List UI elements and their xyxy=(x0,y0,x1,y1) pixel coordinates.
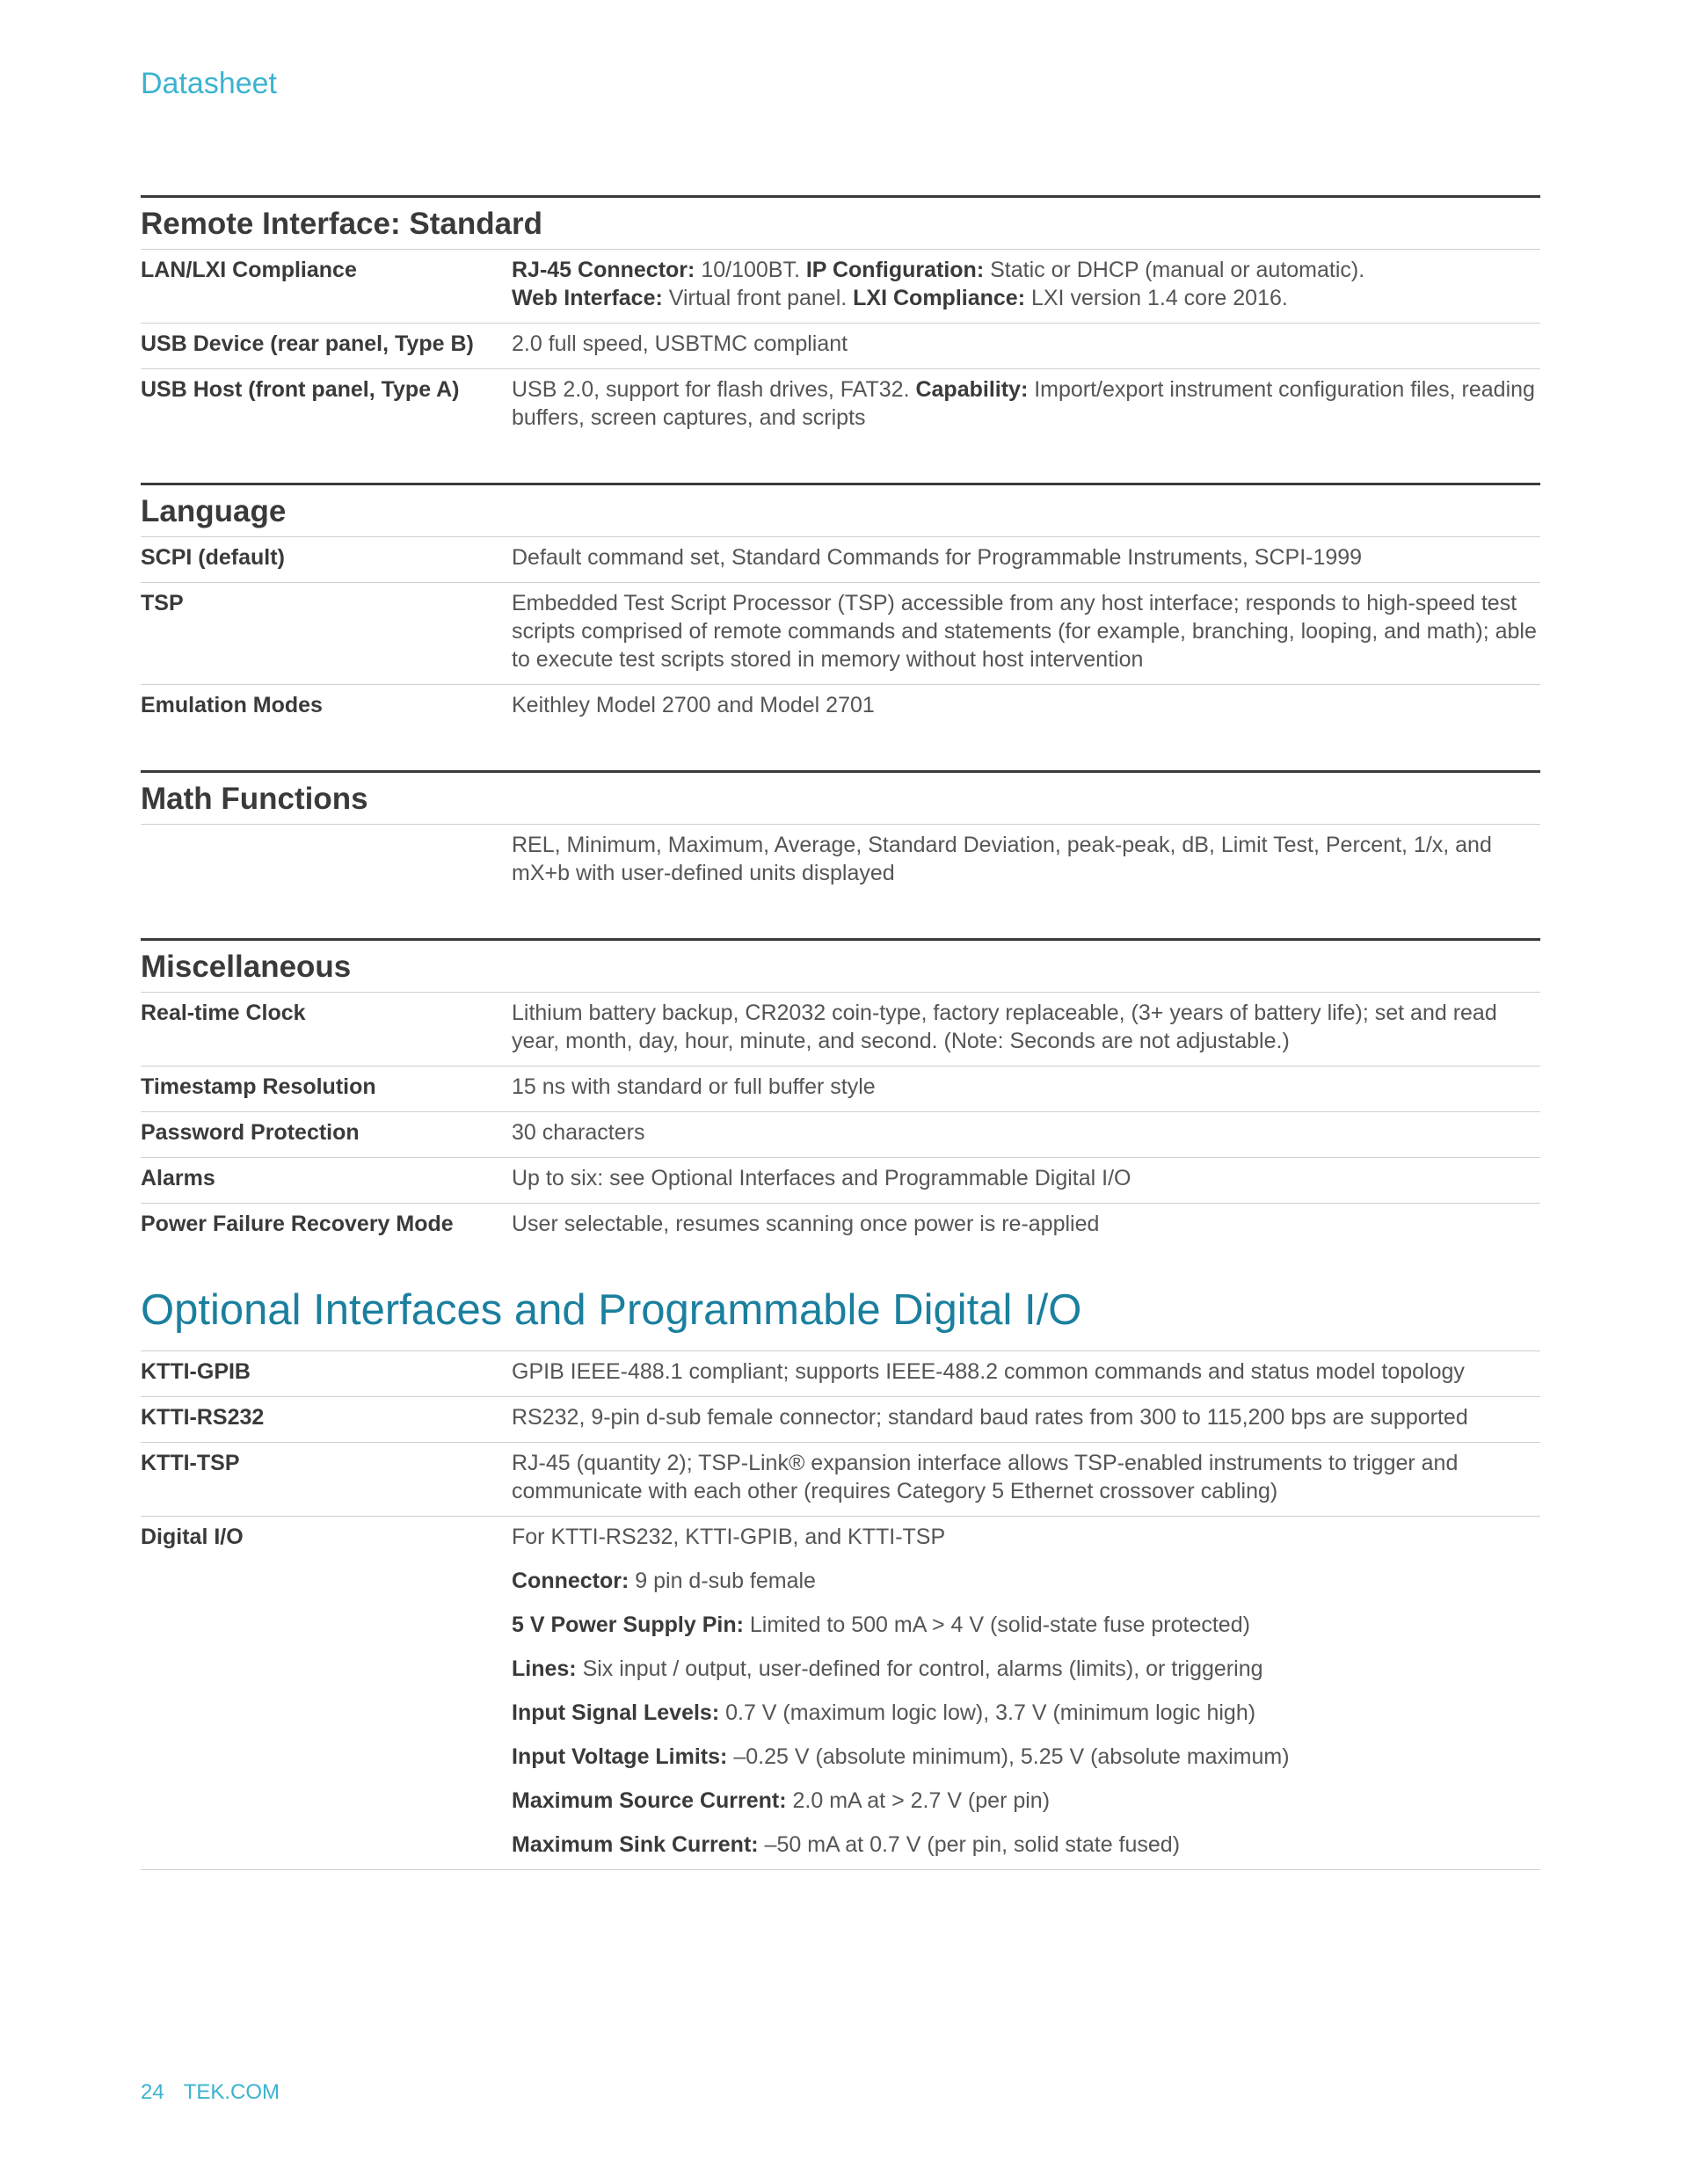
spec-label: USB Host (front panel, Type A) xyxy=(141,377,460,402)
spec-text: 2.0 mA at > 2.7 V (per pin) xyxy=(786,1788,1051,1813)
interface-value-line xyxy=(512,1743,1540,1771)
interface-value-line xyxy=(512,1831,1540,1859)
spec-label: Emulation Modes xyxy=(141,693,323,717)
spec-key: Connector: xyxy=(512,1569,629,1593)
interface-value xyxy=(512,1523,1540,1859)
spec-key: RJ-45 Connector: xyxy=(512,258,695,282)
spec-label: TSP xyxy=(141,591,184,615)
spec-text: For KTTI-RS232, KTTI-GPIB, and KTTI-TSP xyxy=(512,1525,946,1549)
spec-text: Static or DHCP (manual or automatic). xyxy=(984,258,1365,282)
interface-row-ktti-gpib xyxy=(141,1351,1540,1397)
spec-label: Alarms xyxy=(141,1166,215,1190)
spec-text: 2.0 full speed, USBTMC compliant xyxy=(512,331,848,356)
spec-value xyxy=(512,999,1540,1055)
spec-row xyxy=(141,250,1540,324)
spec-text: Virtual front panel. xyxy=(662,286,854,310)
interface-label: Digital I/O xyxy=(141,1525,244,1549)
spec-text: Embedded Test Script Processor (TSP) accessible from any host interface; responds to high-speed test scripts comprised of remote commands and statements (for example, branching, looping, and math); able to execute test scripts stored in memory without host intervention xyxy=(512,591,1537,672)
spec-label: Real-time Clock xyxy=(141,1001,306,1025)
spec-key: Input Signal Levels: xyxy=(512,1700,720,1725)
interface-row-digital-i-o xyxy=(141,1517,1540,1870)
spec-value xyxy=(512,1164,1540,1192)
section-title: Miscellaneous xyxy=(141,941,1540,993)
spec-key: Maximum Sink Current: xyxy=(512,1832,759,1857)
spec-value xyxy=(512,1118,1540,1147)
spec-text: –50 mA at 0.7 V (per pin, solid state fused) xyxy=(758,1832,1181,1857)
spec-label: USB Device (rear panel, Type B) xyxy=(141,331,474,356)
spec-label: LAN/LXI Compliance xyxy=(141,258,357,282)
spec-row xyxy=(141,369,1540,442)
spec-text: GPIB IEEE-488.1 compliant; supports IEEE-488.2 common commands and status model topology xyxy=(512,1359,1465,1384)
spec-key: LXI Compliance: xyxy=(853,286,1026,310)
spec-value xyxy=(512,1073,1540,1101)
interface-label: KTTI-GPIB xyxy=(141,1359,251,1384)
spec-key: Input Voltage Limits: xyxy=(512,1744,728,1769)
spec-sections xyxy=(141,195,1540,1249)
spec-text: 10/100BT. xyxy=(695,258,806,282)
interface-label: KTTI-RS232 xyxy=(141,1405,265,1430)
interface-value xyxy=(512,1358,1540,1386)
spec-text: RS232, 9-pin d-sub female connector; standard baud rates from 300 to 115,200 bps are supported xyxy=(512,1405,1468,1430)
section-language xyxy=(141,483,1540,730)
spec-text: 30 characters xyxy=(512,1120,645,1145)
interface-row-ktti-rs232 xyxy=(141,1397,1540,1443)
interface-label: KTTI-TSP xyxy=(141,1451,240,1475)
interface-value-line xyxy=(512,1655,1540,1683)
spec-row xyxy=(141,1204,1540,1249)
page-number: 24 xyxy=(141,2080,164,2104)
spec-label xyxy=(141,831,512,887)
spec-text: USB 2.0, support for flash drives, FAT32. xyxy=(512,377,916,402)
spec-row xyxy=(141,685,1540,730)
spec-row xyxy=(141,993,1540,1067)
interface-value xyxy=(512,1449,1540,1505)
spec-text: Six input / output, user-defined for control, alarms (limits), or triggering xyxy=(576,1656,1263,1681)
spec-text: Default command set, Standard Commands for Programmable Instruments, SCPI-1999 xyxy=(512,545,1363,570)
spec-key: Lines: xyxy=(512,1656,577,1681)
spec-key: Web Interface: xyxy=(512,286,663,310)
footer-site-link[interactable]: TEK.COM xyxy=(183,2080,280,2104)
spec-text: Limited to 500 mA > 4 V (solid-state fuse protected) xyxy=(743,1613,1250,1637)
section-title: Language xyxy=(141,485,1540,537)
spec-value xyxy=(512,375,1540,432)
interface-value-line xyxy=(512,1523,1540,1551)
interface-row-ktti-tsp xyxy=(141,1443,1540,1517)
spec-value xyxy=(512,831,1540,887)
interface-value-line xyxy=(512,1699,1540,1727)
spec-row xyxy=(141,825,1540,898)
section-math-functions xyxy=(141,770,1540,898)
section-title: Remote Interface: Standard xyxy=(141,198,1540,250)
optional-interfaces-title: Optional Interfaces and Programmable Digital I/O xyxy=(141,1284,1540,1351)
spec-value xyxy=(512,691,1540,719)
spec-row xyxy=(141,583,1540,685)
spec-label: SCPI (default) xyxy=(141,545,285,570)
spec-value xyxy=(512,330,1540,358)
spec-value xyxy=(512,589,1540,673)
spec-label: Password Protection xyxy=(141,1120,360,1145)
spec-text: Keithley Model 2700 and Model 2701 xyxy=(512,693,875,717)
document-header-title: Datasheet xyxy=(141,67,277,100)
interface-value-line xyxy=(512,1567,1540,1595)
spec-key: 5 V Power Supply Pin: xyxy=(512,1613,744,1637)
page-footer xyxy=(141,2080,280,2105)
spec-text: RJ-45 (quantity 2); TSP-Link® expansion interface allows TSP-enabled instruments to trigger and communicate with each other (requires Category 5 Ethernet crossover cabling) xyxy=(512,1451,1459,1503)
spec-text: 0.7 V (maximum logic low), 3.7 V (minimum logic high) xyxy=(719,1700,1256,1725)
spec-text: Lithium battery backup, CR2032 coin-type, factory replaceable, (3+ years of battery life); set and read year, month, day, hour, minute, and second. (Note: Seconds are not adjustable.) xyxy=(512,1001,1497,1053)
spec-key: Capability: xyxy=(915,377,1029,402)
spec-row xyxy=(141,1112,1540,1158)
interface-value-line xyxy=(512,1787,1540,1815)
interface-value-line xyxy=(512,1611,1540,1639)
spec-text: Import/export instrument configuration files, reading buffers, screen captures, and scripts xyxy=(512,377,1535,430)
spec-text: 9 pin d-sub female xyxy=(629,1569,816,1593)
spec-label: Power Failure Recovery Mode xyxy=(141,1212,454,1236)
optional-interfaces-rows xyxy=(141,1351,1540,1870)
spec-value xyxy=(512,543,1540,571)
spec-text: User selectable, resumes scanning once power is re-applied xyxy=(512,1212,1100,1236)
spec-content xyxy=(141,195,1540,1870)
section-remote-interface-standard xyxy=(141,195,1540,442)
spec-text: Up to six: see Optional Interfaces and Programmable Digital I/O xyxy=(512,1166,1131,1190)
spec-label: Timestamp Resolution xyxy=(141,1074,376,1099)
section-title: Math Functions xyxy=(141,773,1540,825)
interface-value xyxy=(512,1403,1540,1431)
section-miscellaneous xyxy=(141,938,1540,1249)
spec-value xyxy=(512,256,1540,312)
spec-text: LXI version 1.4 core 2016. xyxy=(1025,286,1288,310)
spec-key: Maximum Source Current: xyxy=(512,1788,787,1813)
spec-row xyxy=(141,1067,1540,1112)
spec-text: 15 ns with standard or full buffer style xyxy=(512,1074,876,1099)
spec-value xyxy=(512,1210,1540,1238)
optional-interfaces-section xyxy=(141,1284,1540,1870)
spec-text: REL, Minimum, Maximum, Average, Standard Deviation, peak-peak, dB, Limit Test, Percent, 1/x, and mX+b with user-defined units displayed xyxy=(512,833,1492,885)
spec-row xyxy=(141,1158,1540,1204)
spec-row xyxy=(141,537,1540,583)
spec-row xyxy=(141,324,1540,369)
spec-key: IP Configuration: xyxy=(805,258,985,282)
spec-text: –0.25 V (absolute minimum), 5.25 V (absolute maximum) xyxy=(727,1744,1290,1769)
interface-value-line xyxy=(512,1403,1540,1431)
interface-value-line xyxy=(512,1449,1540,1505)
interface-value-line xyxy=(512,1358,1540,1386)
